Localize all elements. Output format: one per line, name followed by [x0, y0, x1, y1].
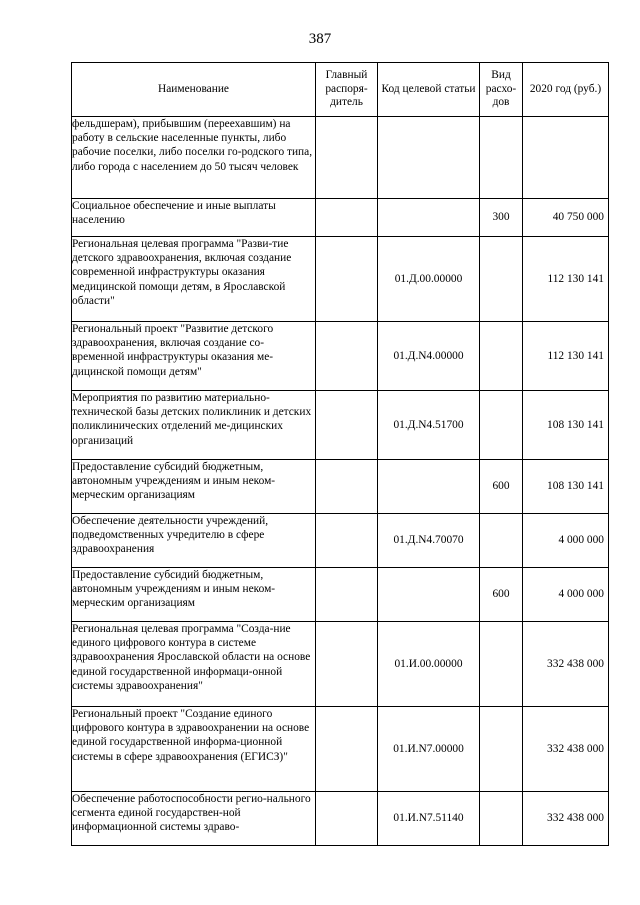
row-name: Обеспечение деятельности учреждений, подведомственных учредителю в сфере здравоохранения: [72, 514, 316, 568]
row-sum: 108 130 141: [523, 460, 609, 514]
row-vid: [480, 622, 523, 707]
table-row: [72, 237, 609, 322]
row-vid: [480, 707, 523, 792]
row-vid: [480, 322, 523, 391]
budget-table: [71, 62, 609, 846]
table-row: [72, 322, 609, 391]
row-name: Предоставление субсидий бюджетным, автономным учреждениям и иным неком-мерческим организациям: [72, 568, 316, 622]
header-sum: 2020 год (руб.): [523, 63, 609, 117]
row-admin: [316, 460, 378, 514]
row-sum: 112 130 141: [523, 237, 609, 322]
page-number: 387: [308, 31, 332, 47]
row-vid: [480, 237, 523, 322]
table-row: [72, 460, 609, 514]
row-name: Региональный проект "Развитие детского здравоохранения, включая создание со-временной инфраструктуры оказания ме-дицинской помощи детям": [72, 322, 316, 391]
table-row: [72, 792, 609, 846]
row-code: 01.Д.N4.51700: [378, 391, 480, 460]
row-code: 01.И.N7.51140: [378, 792, 480, 846]
table-row: [72, 199, 609, 237]
row-name: Обеспечение работоспособности регио-нального сегмента единой государствен-ной информационной системы здраво-: [72, 792, 316, 846]
row-code: 01.И.00.00000: [378, 622, 480, 707]
row-sum: 112 130 141: [523, 322, 609, 391]
row-vid: [480, 792, 523, 846]
row-vid: 300: [480, 199, 523, 237]
row-code: 01.Д.N4.70070: [378, 514, 480, 568]
header-code: Код целевой статьи: [378, 63, 480, 117]
row-code: 01.Д.N4.00000: [378, 322, 480, 391]
row-sum: 4 000 000: [523, 568, 609, 622]
row-sum: [523, 117, 609, 199]
row-name: Региональная целевая программа "Созда-ние единого цифрового контура в системе здравоохранения Ярославской области на основе единой государственной информаци-онной системы здравоохранения": [72, 622, 316, 707]
row-sum: 108 130 141: [523, 391, 609, 460]
row-vid: [480, 514, 523, 568]
row-sum: 4 000 000: [523, 514, 609, 568]
row-admin: [316, 237, 378, 322]
row-vid: [480, 117, 523, 199]
table-row: [72, 707, 609, 792]
row-name: Региональная целевая программа "Разви-тие детского здравоохранения, включая создание современной инфраструктуры оказания медицинской помощи детям, в Ярославской области": [72, 237, 316, 322]
row-sum: 332 438 000: [523, 792, 609, 846]
header-name: Наименование: [72, 63, 316, 117]
row-code: 01.И.N7.00000: [378, 707, 480, 792]
table-row: [72, 391, 609, 460]
row-admin: [316, 514, 378, 568]
row-code: [378, 568, 480, 622]
row-admin: [316, 622, 378, 707]
row-admin: [316, 117, 378, 199]
row-vid: 600: [480, 568, 523, 622]
row-name: Предоставление субсидий бюджетным, автономным учреждениям и иным неком-мерческим организациям: [72, 460, 316, 514]
row-vid: [480, 391, 523, 460]
table-row: [72, 514, 609, 568]
row-code: [378, 460, 480, 514]
row-admin: [316, 568, 378, 622]
row-name: Мероприятия по развитию материально-технической базы детских поликлиник и детских поликлинических отделений ме-дицинских организаций: [72, 391, 316, 460]
table-row: [72, 622, 609, 707]
row-admin: [316, 707, 378, 792]
row-admin: [316, 322, 378, 391]
row-admin: [316, 792, 378, 846]
row-sum: 40 750 000: [523, 199, 609, 237]
row-name: Социальное обеспечение и иные выплаты населению: [72, 199, 316, 237]
row-sum: 332 438 000: [523, 622, 609, 707]
row-code: [378, 117, 480, 199]
header-vid: Вид расхо-дов: [480, 63, 523, 117]
table-row: [72, 568, 609, 622]
row-admin: [316, 391, 378, 460]
row-name: Региональный проект "Создание единого цифрового контура в здравоохранении на основе единой государственной информа-ционной системы в сфере здравоохранения (ЕГИСЗ)": [72, 707, 316, 792]
row-code: 01.Д.00.00000: [378, 237, 480, 322]
table-header-row: [72, 63, 609, 117]
header-admin: Главный распоря-дитель: [316, 63, 378, 117]
table-row: [72, 117, 609, 199]
row-vid: 600: [480, 460, 523, 514]
row-admin: [316, 199, 378, 237]
row-sum: 332 438 000: [523, 707, 609, 792]
row-name: фельдшерам), прибывшим (переехавшим) на работу в сельские населенные пункты, либо рабочие поселки, либо поселки го-родского типа, либо города с населением до 50 тысяч человек: [72, 117, 316, 199]
row-code: [378, 199, 480, 237]
